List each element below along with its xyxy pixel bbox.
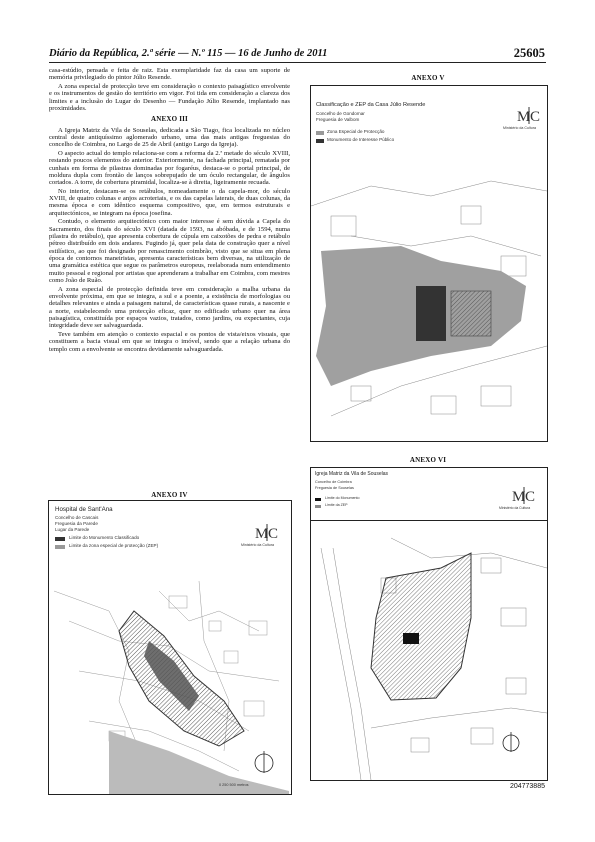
paragraph: Contudo, o elemento arquitectónico com maior interesse é sem dúvida a Capela do Sacramento, dos finais do século XVI (datada de 1593, na abóbada, e de 1594, numa pilastra do retábulo), que apresenta cobertura de cúpula em caixotões de pedra e retábulo pétreo distribuído em dois andares. Fugindo já, quer pela data de construção quer a nível estilístico, ao que foi designado por renascimento coimbrão, visto que se situa em plena época de contornos maneiristas, apresenta características bem diversas, na utilização de uma gramática estética que segue os parâmetros europeus, reelaborada num entendimento muito pessoal e regional por artistas que aprenderam a trabalhar em Coimbra, com mestres como João de Ruão.	[49, 218, 290, 285]
map-4-legend2: Limite da zona especial de protecção (ZEP)	[69, 543, 159, 548]
map-5-legend2: Monumento de Interesse Público	[327, 137, 395, 142]
svg-text:C: C	[268, 526, 279, 542]
map-4-sub1: Concelho de Cascais	[55, 515, 99, 520]
document-code: 204773885	[509, 783, 545, 790]
map-6-divider	[311, 520, 547, 521]
legend-swatch	[315, 498, 321, 501]
paragraph: Teve também em atenção o contexto espacial e os pontos de vista/eixos visuais, que constituem a bacia visual em que se integra o imóvel, sendo que a relação urbana do templo com a envolvente se encontra devidamente salvaguardada.	[49, 330, 290, 353]
svg-text:M: M	[512, 489, 526, 505]
map-6-sub2: Freguesia de Souselas	[315, 486, 354, 490]
map-5-sub1: Concelho de Gondomar	[316, 111, 365, 116]
header-left: Diário da República, 2.ª série — N.º 115 — 16 de Junho de 2011	[49, 48, 328, 59]
map-6-legend1: Limite do Monumento	[325, 496, 360, 500]
svg-text:M: M	[255, 526, 269, 542]
monument-area	[416, 286, 446, 341]
map-4-sub2: Freguesia da Parede	[55, 521, 98, 526]
paragraph: A zona especial de protecção definida teve em consideração a malha urbana da envolvente próxima, em que se integra, a sul e a poente, a existência de morfologias ou detalhes relevantes e ainda a paisagem natural, de características quase rurais, a nascente e a norte, estabelecendo uma protecção eficaz, quer no edificado urbano quer na área paisagística, constituída por espaços vazios, tratados, como jardins, ou expectantes, cuja integridade deve ser salvaguardada.	[49, 285, 290, 330]
annex-4-title: ANEXO IV	[151, 491, 188, 499]
page-number: 25605	[513, 46, 545, 60]
paragraph: A Igreja Matriz da Vila de Souselas, dedicada a São Tiago, fica localizada no núcleo central deste antiquíssimo aglomerado urbano, uma das mais antigas freguesias do concelho de Coimbra, no Largo de 25 de Abril (antigo Largo da Igreja).	[49, 126, 290, 149]
map-4-logo-caption: Ministério da Cultura	[241, 543, 274, 547]
svg-text:C: C	[525, 489, 536, 505]
map-6-logo-caption: Ministério da Cultura	[499, 506, 531, 510]
annex-3-title: ANEXO III	[150, 115, 188, 124]
paragraph: casa-estúdio, pensada e feita de raiz. Esta exemplaridade faz da casa um suporte de memória privilegiado do pintor Júlio Resende.	[49, 67, 290, 82]
legend-swatch	[55, 537, 65, 541]
paragraph: O aspecto actual do templo relaciona-se com a reforma da 2.ª metade do século XVIII, restando poucos elementos do anterior. Exteriormente, na fachada principal, rematada por cunhais em forma de pilastras dominadas por fogaréus, destaca-se o portal principal, de moldura dupla com frontão de lanços sobrepujado de um óculo rectangular, de ângulos cortados. A torre, de cobertura piramidal, localiza-se à direita, ligeiramente recuada.	[49, 149, 290, 187]
coast-strip	[109, 731, 289, 794]
svg-text:C: C	[530, 109, 541, 125]
map-4-title: Hospital de Sant'Ana	[55, 506, 113, 513]
map-annex-5	[310, 85, 548, 442]
map-annex-4	[48, 500, 292, 795]
map-6-drawing	[311, 468, 547, 780]
monument-area	[403, 633, 419, 644]
map-5-title: Classificação e ZEP da Casa Júlio Resende	[316, 102, 426, 108]
legend-swatch	[316, 139, 324, 143]
map-4-scale: 0 250 500 metros	[219, 783, 249, 787]
map-6-sub1: Concelho de Coimbra	[315, 480, 352, 484]
svg-text:M: M	[517, 109, 531, 125]
map-4-sub3: Lugar da Parede	[55, 527, 90, 532]
monument-grid	[451, 291, 491, 336]
legend-swatch	[316, 131, 324, 135]
map-5-legend1: Zona Especial de Protecção	[327, 129, 385, 134]
legend-swatch	[55, 545, 65, 549]
map-4-legend1: Limite do Monumento Classificado	[69, 535, 140, 540]
map-6-title: Igreja Matriz da Vila de Souselas	[315, 471, 389, 477]
annex-5-title: ANEXO V	[411, 74, 445, 82]
map-5-logo-caption: Ministério da Cultura	[503, 126, 536, 130]
paragraph: No interior, destacam-se os retábulos, nomeadamente o da capela-mor, do século XVIII, de quatro colunas e anjos acroteriais, e os das capelas laterais, de duas colunas, da mesma época e com idêntico esquema compositivo, que, em termos estruturais e arquitectónicos, se integram na época josefina.	[49, 187, 290, 217]
legend-swatch	[315, 505, 321, 508]
header-rule	[49, 62, 546, 63]
left-column	[49, 67, 290, 354]
annex-6-title: ANEXO VI	[409, 456, 447, 464]
map-5-sub2: Freguesia de Valbom	[316, 117, 360, 122]
map-annex-6	[310, 467, 548, 781]
zep-area	[371, 553, 471, 700]
paragraph: A zona especial de protecção teve em consideração o contexto paisagístico envolvente e os instrumentos de gestão do território em vigor. Foi tida em consideração a clareza dos limites e a inclusão do Lugar do Desenho — Fundação Júlio Resende, implantado nas proximidades.	[49, 82, 290, 112]
map-6-legend2: Limite da ZEP	[325, 503, 348, 507]
